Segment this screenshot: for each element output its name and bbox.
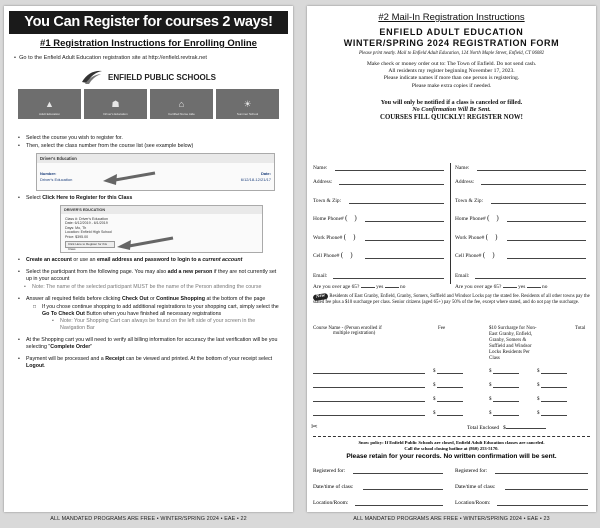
age-question: Are you over age 65? yes no (313, 284, 406, 290)
name-field[interactable] (335, 170, 444, 171)
graduation-cap-icon: ▲ (45, 99, 54, 109)
address-field-2[interactable] (481, 184, 586, 185)
address-field[interactable] (339, 184, 444, 185)
example-class-link[interactable]: Driver's Education (40, 177, 73, 182)
course-row[interactable]: $ $ $ (313, 394, 590, 402)
swoosh-logo-icon (81, 69, 103, 85)
notification-notice: You will only be notified if a class is canceled or filled. No Confirmation Will Be Sent. COURSES FILL QUICKLY! REGISTER NOW! (380, 98, 523, 121)
town-zip-field[interactable] (349, 203, 444, 204)
sun-icon: ☀ (243, 99, 252, 109)
stub-row: Date/time of class: Date/time of class: (313, 482, 590, 490)
left-page (4, 6, 293, 512)
new-badge: New (313, 293, 329, 301)
register-class-button[interactable]: Click Here to Register for this Class (65, 241, 115, 248)
right-footer: ALL MANDATED PROGRAMS ARE FREE • WINTER/SPRING 2024 • EAE • 23 (353, 516, 550, 522)
registered-for-field-2[interactable] (495, 473, 588, 474)
class-time-field[interactable] (363, 489, 443, 490)
location-room-field-2[interactable] (497, 505, 588, 506)
category-tiles (18, 89, 279, 119)
step-shopping-cart: • At the Shopping cart you will need to verify all billing information for accuracy the last verification will be you selecting "Complete Order" (26, 337, 293, 351)
work-phone-field[interactable] (365, 240, 444, 241)
online-subtitle: #1 Registration Instructions for Enrolling Online (40, 38, 257, 49)
step-select-course: • Select the course you wish to register for. (26, 135, 293, 142)
step-answer-fields: • Answer all required fields before clicking Check Out or Continue Shopping at the bottom of the page (26, 296, 293, 303)
left-footer: ALL MANDATED PROGRAMS ARE FREE • WINTER/SPRING 2024 • EAE • 22 (50, 516, 247, 522)
intro-text: • Go to the Enfield Adult Education registration site at http://enfield.revtrak.net (14, 55, 207, 61)
payment-info: Make check or money order out to: The Town of Enfield. Do not send cash. All residents my register beginning November 17, 2023. Please indicate names if more than one person is registering. Please make extra copies if needed. (366, 61, 537, 89)
stub-row: Location/Room: Location/Room: (313, 498, 590, 506)
arrow-icon (101, 171, 157, 185)
note-participant: ▪ Note: The name of the selected participant MUST be the name of the Person attending the course (32, 284, 293, 291)
form-heading: ENFIELD ADULT EDUCATION (379, 27, 524, 37)
tile-adult-education[interactable]: ▲ Adult Education (18, 89, 81, 119)
location-room-field[interactable] (355, 505, 443, 506)
page-title: You Can Register for courses 2 ways! (9, 11, 288, 34)
cut-line (313, 436, 590, 437)
work-phone-field-2[interactable] (507, 240, 586, 241)
person-icon: ☗ (111, 99, 120, 109)
course-row[interactable]: $ $ $ (313, 366, 590, 374)
town-zip-field-2[interactable] (491, 203, 586, 204)
total-enclosed: Total Enclosed $ (467, 425, 546, 431)
home-phone-field[interactable] (365, 221, 444, 222)
retain-notice: Please retain for your records. No written confirmation will be sent. (346, 453, 557, 460)
sub-continue-shopping: □ If you chose continue shopping to add additional registrations to your shopping cart, simply select the Go To Check Out Button when you have finished all necessary registrations (42, 304, 293, 318)
logo (4, 69, 293, 85)
logo-text: ENFIELD PUBLIC SCHOOLS (107, 72, 216, 82)
step-select-participant: • Select the participant from the following page. You may also add a new person if they are not currently set up in your account (26, 269, 293, 283)
email-field-2[interactable] (475, 278, 586, 279)
mail-address: Please print neatly. Mail to Enfield Adult Education, 124 North Maple Street, Enfield, CT 06082 (358, 51, 545, 56)
step-select-class: • Then, select the class number from the course list (see example below) (26, 143, 293, 150)
example-class-detail: DRIVER'S EDUCATION Class #: Driver's Education Date: 6/12/2019 - 6/1/2019 Days: Mo, Th Location: Enfield High School Price: $395.00 Click Here to Register for this Class (60, 205, 263, 253)
form-subheading: WINTER/SPRING 2024 REGISTRATION FORM (343, 38, 560, 48)
email-field[interactable] (333, 278, 444, 279)
cell-phone-field-2[interactable] (507, 258, 586, 259)
home-phone-field-2[interactable] (507, 221, 586, 222)
scissors-icon: ✂ (311, 422, 318, 431)
stub-row: Registered for: Registered for: (313, 466, 590, 474)
tile-drivers-education[interactable]: ☗ Driver's Education (84, 89, 147, 119)
right-page: #2 Mail-In Registration Instructions ENFIELD ADULT EDUCATION WINTER/SPRING 2024 REGISTRATION FORM Please print neatly. Mail to Enfield Adult Education, 124 North Maple Street, Enfield, CT 06082 Make check or money order out to: The Town of Enfield. Do not send cash. All residents my register beginning November 17, 2023. Please indicate names if more than one person is registering. Please make extra copies if needed. You will only be notified if a class is canceled or filled. No Confirmation Will Be Sent. COURSES FILL QUICKLY! REGISTER NOW! Name: Name: Address: Address: Town & Zip: Town & Zip: Home Phone# ( ) Home Phone# ( ) Work Phone# ( ) Work Phone# ( ) Cell Phone# ( ) Cell Phone# ( ) Email: Email: Are you over age 65? yes no Are you over age 65? yes no New Residents of East Granby, Enfield, Granby, Somers, Suffield and Windsor Locks pay the stated fee. Residents of all other towns pay the stated fee plus a $10 surcharge per class. Senior citizens (aged 65+) pay 50% of the fee, except where stated, and do not pay the surcharge. Course Name - (Person enrolled if multiple registration) Fee $10 Surcharge for Non-East Granby, Enfield, Granby, Somers & Suffield and Windsor Locks Residents Per Class Total $ $ $ $ $ $ $ $ $ $ $ $ ✂ Total Enclosed $ Snow policy: If Enfield Public Schools are closed, Enfield Adult Education classes are canceled. Call the school closing hotline at (860) 253-5170. Please retain for your records. No written confirmation will be sent. Registered for: Registered for: Date/time of class: Date/time of class: Location/Room: Location/Room: (307, 6, 596, 512)
residents-note: New Residents of East Granby, Enfield, Granby, Somers, Suffield and Windsor Locks pay the stated fee. Residents of all other towns pay the stated fee plus a $10 surcharge per class. Senior citizens (aged 65+) pay 50% of the fee, except where stated, and do not pay the surcharge. (313, 293, 590, 305)
tile-summer-school[interactable]: ☀ Summer School (216, 89, 279, 119)
course-row[interactable]: $ $ $ (313, 380, 590, 388)
registered-for-field[interactable] (353, 473, 443, 474)
snow-policy: Snow policy: If Enfield Public Schools are closed, Enfield Adult Education classes are canceled. Call the school closing hotline at (860) 253-5170. (358, 440, 545, 451)
example-course-list: Driver's Education Number: Driver's Education Date: 6/12/18-12/21/17 (36, 153, 275, 191)
course-row[interactable]: $ $ $ (313, 408, 590, 416)
cell-phone-field[interactable] (365, 258, 444, 259)
name-field-2[interactable] (477, 170, 586, 171)
arrow-icon (115, 236, 175, 250)
age-question-2: Are you over age 65? yes no (455, 284, 548, 290)
tile-certified-nurse-aide[interactable]: ⌂ Certified Nurse Aide (150, 89, 213, 119)
building-icon: ⌂ (178, 99, 185, 109)
step-create-account: • Create an account or use an email address and password to login to a current account (26, 257, 293, 264)
mail-in-title: #2 Mail-In Registration Instructions (378, 12, 525, 23)
step-click-register: • Select Click Here to Register for this Class (26, 195, 293, 202)
class-time-field-2[interactable] (505, 489, 588, 490)
step-payment: • Payment will be processed and a Receipt can be viewed and printed. At the bottom of your receipt select Logout. (26, 356, 293, 370)
note-cart: ▪ Note: Your Shopping Cart can always be found on the left side of your screen in the Navigation Bar (60, 318, 293, 332)
